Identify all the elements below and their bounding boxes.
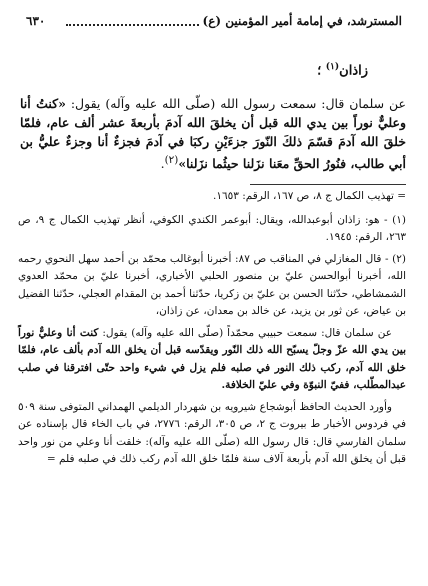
main-intro: عن سلمان قال: سمعت رسول الله (صلّى الله عليه وآله) يقول: (65, 96, 406, 111)
footnotes (18, 188, 406, 473)
footnote-2-continuation (18, 325, 406, 395)
footnote-2: (٢) - قال المغازلي في المناقب ص ٨٧: أخبرنا أبوغالب محمّد بن أحمد سهل النحوي رحمه الله، أخبرنا أبوالحسن عليّ بن منصور الحلبي الأخباري، أخبرنا عليّ بن محمّد العدوي الشمشاطي، حدّثنا الحسن بن عليّ بن زكريا، حدّثنا أحمد بن المقدام العجلي، حدّثنا الفضيل بن عياض، عن ثور بن يزيد، عن خالد بن معدان، عن زاذان، (18, 252, 407, 317)
header-title: المسترشد، في إمامة أمير المؤمنين (ع) (202, 14, 402, 28)
footnote-separator (250, 184, 406, 185)
footnote-2-intro: عن سلمان قال: سمعت حبيبي محمّداً (صلّى الله عليه وآله) يقول: (98, 326, 392, 339)
main-text (20, 94, 406, 173)
footnote-continuation: = تهذيب الكمال ج ٨، ص ١٦٧، الرقم: ١٦٥٣. (212, 190, 406, 202)
running-header (26, 10, 402, 32)
footnote-1: (١) - هو: زاذان أبوعبدالله، ويقال: أبوعمر الكندي الكوفي، أنظر تهذيب الكمال ج ٩، ص ٢٦٣، الرقم: ١٩٤٥. (18, 213, 406, 243)
entry-name: زاذان (339, 63, 368, 79)
page-number: ٦٣٠ (26, 14, 46, 28)
main-tail: . (160, 156, 165, 172)
entry-footnote-ref: (١) (325, 62, 340, 72)
entry-heading (317, 62, 368, 78)
footnote-3: وأورد الحديث الحافظ أبوشجاع شيرويه بن شهردار الديلمي الهمداني المتوفى سنة ٥٠٩ في فردوس الأخبار ط بيروت ج ٢، ص ٣٠٥، الرقم: ٢٧٧٦، في باب الخاء قال بإسناده عن سلمان الفارسي قال: قال رسول الله (صلّى الله عليه وآله): خلقت أنا وعلي من نور واحد قبل أن يخلق الله آدم بأربعة آلاف سنة فلمّا خلق الله آدم ركب ذلك في صلبه فلم = (18, 400, 406, 465)
entry-tail: ؛ (317, 63, 322, 79)
main-quote: «كنتُ أنا وعليٌّ نوراً بين يدي الله قبل أن يخلقَ الله آدمَ بأربعةَ عشر ألف عام، فلمّا خلقَ الله آدمَ قسّمَ ذلكَ النّورَ جزءَيْنِ ركبَا في آدمَ فجزءٌ أنا وجزءٌ عليُّ بن أبي طالب، فنُورُ الحقِّ معَنا نزَلنا حيثُما نزَلنا» (20, 96, 406, 172)
main-footnote-ref: (٢) (164, 154, 179, 166)
footnote-2-quote: كنت أنا وعليٌّ نوراً بين يدي الله عزّ وجلّ يسبّح الله ذلك النّور ويقدّسه قبل أن يخلق الله آدم بألف عام، فلمّا خلق الله آدم، ركب ذلك النور في صلبه فلم يزل في شيء واحد حتّى افترقنا في صلب عبدالمطّلب، ففيّ النبوّة وفي عليّ الخلافة. (18, 326, 406, 391)
header-leader-dots (66, 16, 199, 26)
